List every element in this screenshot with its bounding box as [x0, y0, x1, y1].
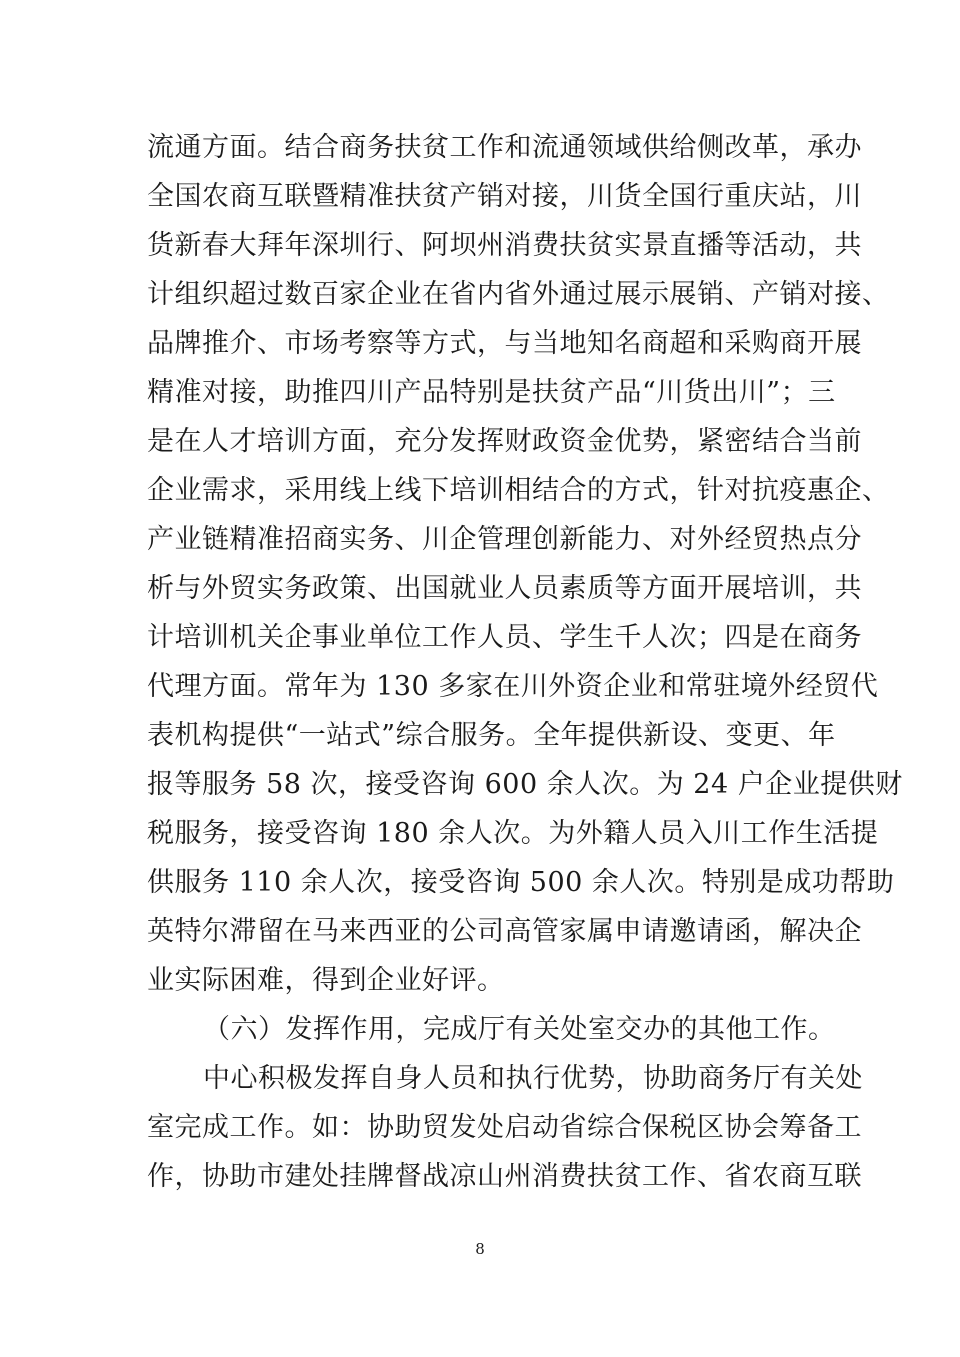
body-text-line: 计组织超过数百家企业在省内省外通过展示展销、产销对接、 — [147, 279, 890, 310]
body-text-line: 报等服务 58 次，接受咨询 600 余人次。为 24 户企业提供财 — [147, 769, 903, 800]
body-text-line: 产业链精准招商实务、川企管理创新能力、对外经贸热点分 — [147, 524, 862, 555]
body-text-line: 供服务 110 余人次，接受咨询 500 余人次。特别是成功帮助 — [147, 867, 895, 898]
section-heading: （六）发挥作用，完成厅有关处室交办的其他工作。 — [203, 1014, 836, 1045]
body-text-line: 作，协助市建处挂牌督战凉山州消费扶贫工作、省农商互联 — [147, 1161, 862, 1192]
body-text-line: 税服务，接受咨询 180 余人次。为外籍人员入川工作生活提 — [147, 818, 879, 849]
page-number: 8 — [475, 1240, 485, 1258]
body-text-line: 析与外贸实务政策、出国就业人员素质等方面开展培训，共 — [147, 573, 862, 604]
body-text-line: 室完成工作。如：协助贸发处启动省综合保税区协会筹备工 — [147, 1112, 862, 1143]
body-text-line: 企业需求，采用线上线下培训相结合的方式，针对抗疫惠企、 — [147, 475, 890, 506]
body-text-line: 代理方面。常年为 130 多家在川外资企业和常驻境外经贸代 — [147, 671, 879, 702]
body-text-line: 货新春大拜年深圳行、阿坝州消费扶贫实景直播等活动，共 — [147, 230, 862, 261]
body-text-line: 计培训机关企事业单位工作人员、学生千人次；四是在商务 — [147, 622, 862, 653]
body-text-line: 业实际困难，得到企业好评。 — [147, 965, 505, 996]
body-text-line: 英特尔滞留在马来西亚的公司高管家属申请邀请函，解决企 — [147, 916, 862, 947]
body-text-line: 精准对接，助推四川产品特别是扶贫产品“川货出川”；三 — [147, 377, 836, 408]
body-text-line: 表机构提供“一站式”综合服务。全年提供新设、变更、年 — [147, 720, 836, 751]
body-text-line: 品牌推介、市场考察等方式，与当地知名商超和采购商开展 — [147, 328, 862, 359]
body-text-line: 是在人才培训方面，充分发挥财政资金优势，紧密结合当前 — [147, 426, 862, 457]
body-text-line: 中心积极发挥自身人员和执行优势，协助商务厅有关处 — [203, 1063, 863, 1094]
body-text-line: 流通方面。结合商务扶贫工作和流通领域供给侧改革，承办 — [147, 132, 862, 163]
body-text-line: 全国农商互联暨精准扶贫产销对接，川货全国行重庆站，川 — [147, 181, 862, 212]
